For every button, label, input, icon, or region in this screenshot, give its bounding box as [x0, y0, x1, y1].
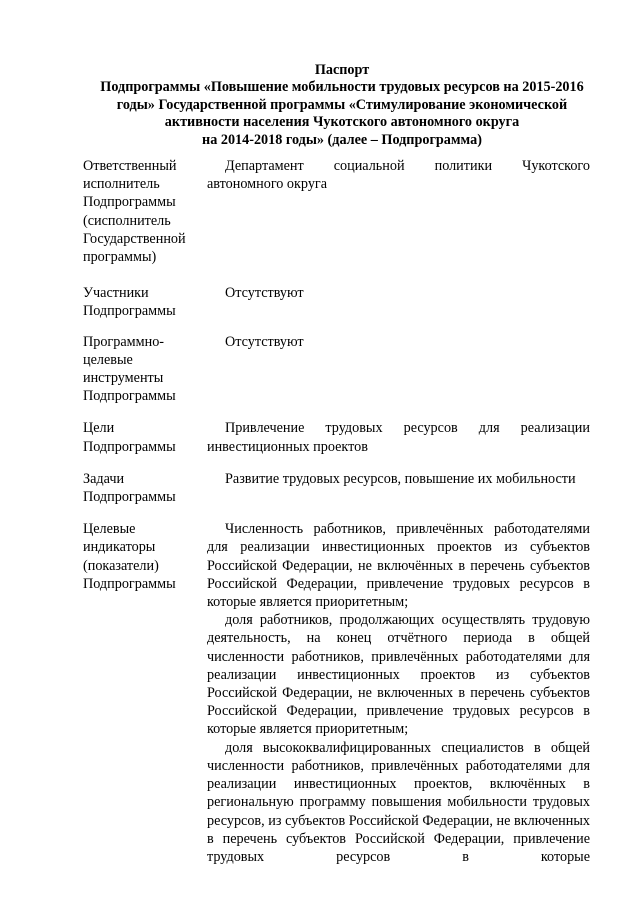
indicator-paragraph: доля работников, продолжающих осуществлять трудовую деятельность, на конец отчётного периода в общей численности работников, привлечённых работодателями для реализации инвестиционных проектов из субъектов Российской Федерации, не включенных в перечень субъектов Российской Федерации, привлечение трудовых ресурсов в которые является приоритетным; — [207, 612, 590, 738]
row-value-paragraphs — [207, 520, 590, 866]
title-line: активности населения Чукотского автономного округа — [164, 114, 520, 131]
indicator-paragraph: доля высококвалифицированных специалистов в общей численности работников, привлечённых работодателями для реализации инвестиционных проектов, включённых в региональную программу повышения мобильности трудовых ресурсов, из субъектов Российской Федерации, не включенных в перечень субъектов Российской Федерации, привлечение трудовых ресурсов в которые — [207, 739, 590, 865]
row-label: Целевые индикаторы (показатели) Подпрограммы — [83, 521, 176, 592]
row-label: Программно-целевые инструменты Подпрограммы — [83, 333, 176, 405]
row-value: Привлечение трудовых ресурсов для реализации инвестиционных проектов — [207, 420, 590, 455]
row-label: Ответственный исполнитель Подпрограммы (сисполнитель Государственной программы) — [83, 158, 186, 266]
row-value: Департамент социальной политики Чукотского автономного округа — [207, 158, 590, 193]
passport-row-goals — [83, 419, 608, 455]
row-label: Задачи Подпрограммы — [83, 470, 176, 506]
title-line: на 2014-2018 годы» (далее – Подпрограмма) — [202, 131, 482, 148]
passport-row-participants — [83, 284, 608, 320]
document-title — [60, 62, 624, 149]
passport-row-responsible — [83, 157, 608, 266]
passport-row-instruments — [83, 333, 608, 406]
passport-table — [83, 157, 608, 866]
row-label: Участники Подпрограммы — [83, 285, 176, 320]
row-label: Цели Подпрограммы — [83, 420, 176, 455]
title-line: Подпрограммы «Повышение мобильности трудовых ресурсов на 2015-2016 — [100, 79, 584, 96]
row-value: Отсутствуют — [225, 333, 304, 350]
indicator-paragraph: Численность работников, привлечённых работодателями для реализации инвестиционных проектов из субъектов Российской Федерации, не включённых в перечень субъектов Российской Федерации, привлечение трудовых ресурсов в которые является приоритетным; — [207, 521, 590, 611]
passport-row-tasks — [83, 470, 608, 506]
row-value: Отсутствуют — [225, 285, 304, 302]
passport-row-indicators — [83, 520, 608, 866]
row-value: Развитие трудовых ресурсов, повышение их мобильности — [225, 470, 576, 487]
title-line: Паспорт — [314, 62, 370, 78]
title-line: годы» Государственной программы «Стимулирование экономической — [116, 96, 568, 113]
